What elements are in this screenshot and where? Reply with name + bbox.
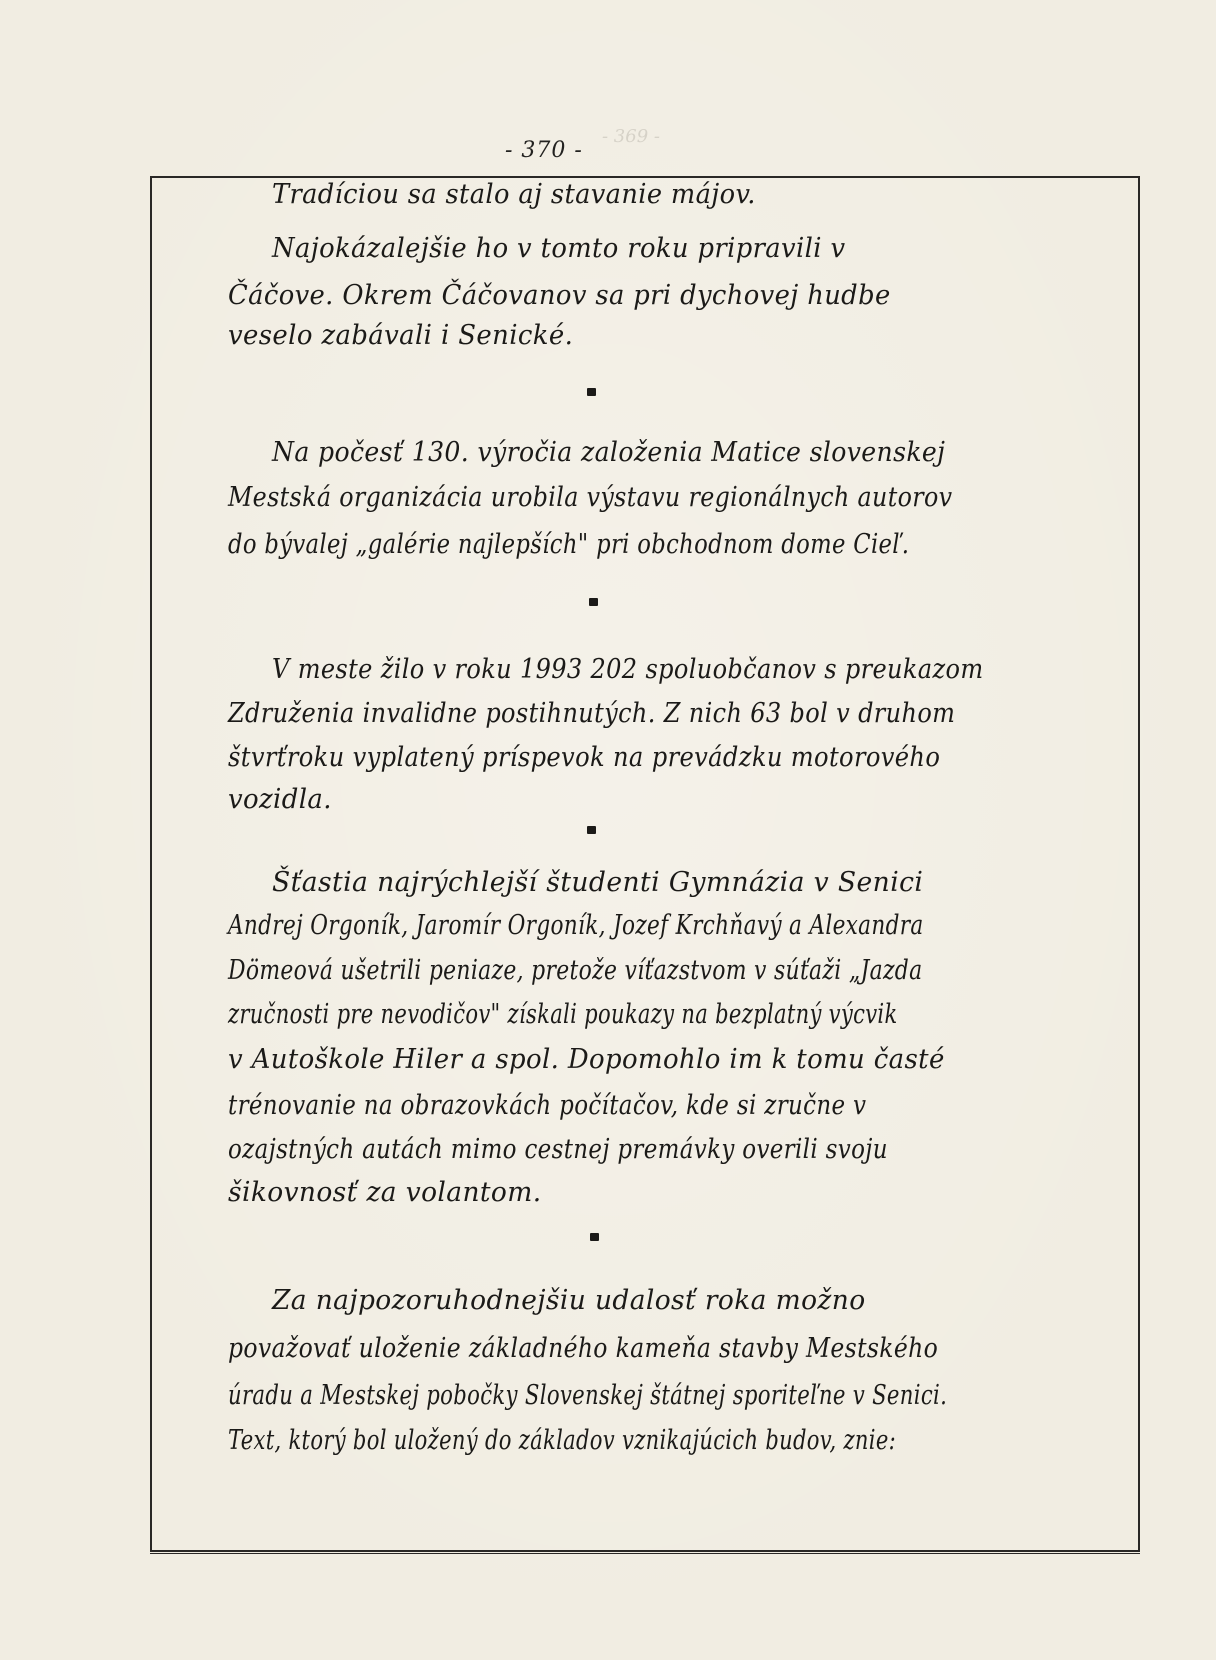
text-line: trénovanie na obrazovkách počítačov, kde si zručne v xyxy=(228,1090,867,1121)
text-line: Andrej Orgoník, Jaromír Orgoník, Jozef Krchňavý a Alexandra xyxy=(228,910,924,941)
text-line: veselo zabávali i Senické. xyxy=(228,320,574,351)
section-separator xyxy=(589,598,598,606)
text-line: Tradíciou sa stalo aj stavanie májov. xyxy=(272,179,756,210)
text-line: Dömeová ušetrili peniaze, pretože víťazstvom v súťaži „Jazda xyxy=(228,955,923,986)
text-line: úradu a Mestskej pobočky Slovenskej štátnej sporiteľne v Senici. xyxy=(228,1380,948,1411)
text-line: Mestská organizácia urobila výstavu regionálnych autorov xyxy=(228,482,953,513)
ghost-page-number: - 369 - xyxy=(602,126,660,147)
text-line: považovať uloženie základného kameňa stavby Mestského xyxy=(228,1333,939,1364)
section-separator xyxy=(590,1233,599,1241)
text-line: štvrťroku vyplatený príspevok na prevádzku motorového xyxy=(228,742,941,773)
text-line: Najokázalejšie ho v tomto roku pripravili v xyxy=(272,233,846,264)
text-line: Za najpozoruhodnejšiu udalosť roka možno xyxy=(272,1285,866,1316)
text-line: do bývalej „galérie najlepších" pri obchodnom dome Cieľ. xyxy=(228,529,910,560)
text-line: Na počesť 130. výročia založenia Matice slovenskej xyxy=(272,437,946,468)
text-line: šikovnosť za volantom. xyxy=(228,1177,542,1208)
text-line: Čáčove. Okrem Čáčovanov sa pri dychovej hudbe xyxy=(228,280,891,311)
section-separator xyxy=(587,826,596,834)
text-line: ozajstných autách mimo cestnej premávky overili svoju xyxy=(228,1134,888,1165)
text-line: zručnosti pre nevodičov" získali poukazy na bezplatný výcvik xyxy=(228,999,898,1030)
text-line: V meste žilo v roku 1993 202 spoluobčanov s preukazom xyxy=(272,654,984,685)
text-line: v Autoškole Hiler a spol. Dopomohlo im k tomu časté xyxy=(228,1044,945,1075)
text-line: Šťastia najrýchlejší študenti Gymnázia v Senici xyxy=(272,867,924,898)
text-line: vozidla. xyxy=(228,784,332,815)
text-line: Združenia invalidne postihnutých. Z nich 63 bol v druhom xyxy=(228,698,956,729)
text-line: Text, ktorý bol uložený do základov vznikajúcich budov, znie: xyxy=(228,1425,897,1456)
section-separator xyxy=(587,388,596,396)
page-number: - 370 - xyxy=(505,138,583,163)
